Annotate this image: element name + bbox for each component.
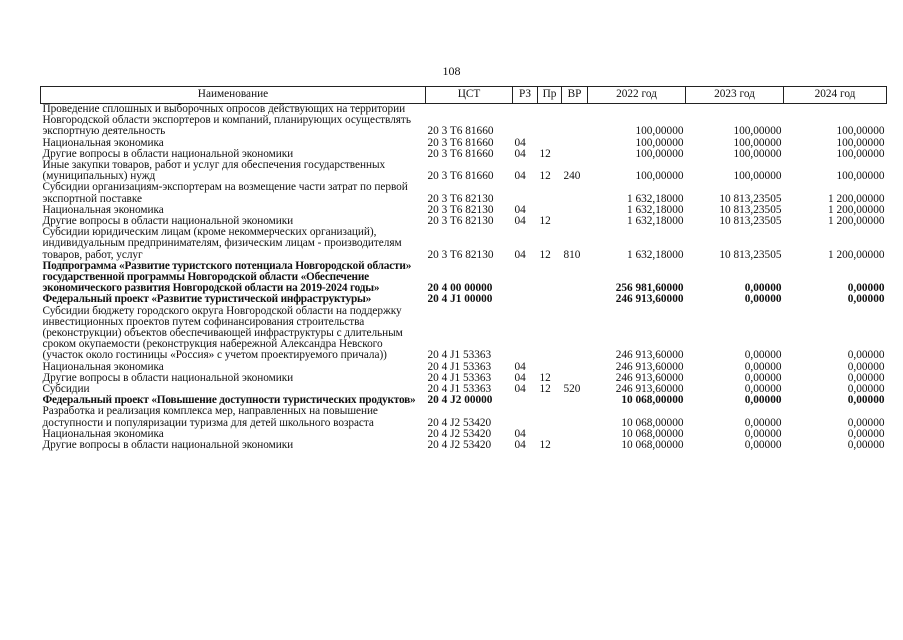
cell-rz: 04 <box>514 215 526 228</box>
cell-name: Другие вопросы в области национальной экономики <box>42 371 294 384</box>
cell-name: Субсидии <box>42 383 90 396</box>
cell-2024: 100,00000 <box>836 147 885 160</box>
cell-2023: 0,00000 <box>744 360 782 373</box>
cell-name: Национальная экономика <box>42 427 164 440</box>
cell-pr <box>538 406 562 428</box>
table-row <box>41 160 887 182</box>
cell-2024: 1 200,00000 <box>828 203 885 216</box>
cell-name: Национальная экономика <box>42 360 164 373</box>
cell-rz <box>513 182 538 204</box>
cell-name: Другие вопросы в области национальной экономики <box>42 439 294 452</box>
cell-pr <box>538 306 562 362</box>
cell-2024: 1 200,00000 <box>828 215 885 228</box>
cell-rz <box>513 261 538 295</box>
cell-2023: 0,00000 <box>744 349 782 362</box>
cell-name: Федеральный проект «Развитие туристической инфраструктуры» <box>42 293 372 306</box>
cell-name: Федеральный проект «Повышение доступности туристических продуктов» <box>42 394 416 407</box>
cell-vr <box>562 429 588 440</box>
cell-vr <box>562 138 588 149</box>
header-cst: ЦСТ <box>426 87 513 104</box>
cell-2022: 100,00000 <box>635 125 684 138</box>
cell-vr <box>562 104 588 138</box>
cell-2024: 1 200,00000 <box>828 248 885 261</box>
cell-2024: 0,00000 <box>847 394 885 407</box>
cell-name: Национальная экономика <box>42 136 164 149</box>
cell-2022: 10 068,00000 <box>621 394 684 407</box>
cell-pr <box>538 104 562 138</box>
cell-pr: 12 <box>539 383 551 396</box>
header-pr: Пр <box>538 87 562 104</box>
cell-pr: 12 <box>539 371 551 384</box>
cell-rz: 04 <box>514 248 526 261</box>
budget-table <box>40 86 887 451</box>
header-rz: РЗ <box>513 87 538 104</box>
header-row <box>41 87 887 104</box>
cell-2023: 100,00000 <box>733 147 782 160</box>
header-name: Наименование <box>41 87 426 104</box>
cell-2023: 100,00000 <box>733 125 782 138</box>
cell-2023: 0,00000 <box>744 439 782 452</box>
cell-vr <box>562 306 588 362</box>
cell-2024: 0,00000 <box>847 439 885 452</box>
cell-rz: 04 <box>514 170 526 183</box>
cell-name: Подпрограмма «Развитие туристского потенциала Новгородской области» государственной программы Новгородской области «Обеспечение экономического развития Новгородской области на 2019-2024 годы» <box>42 259 412 295</box>
cell-pr <box>538 395 562 406</box>
cell-2024: 1 200,00000 <box>828 192 885 205</box>
cell-vr <box>562 205 588 216</box>
cell-2024: 0,00000 <box>847 282 885 295</box>
page-number: 108 <box>442 64 461 78</box>
cell-cst: 20 3 T6 81660 <box>427 170 494 183</box>
cell-rz: 04 <box>514 383 526 396</box>
cell-rz: 04 <box>514 360 526 373</box>
cell-rz: 04 <box>514 136 526 149</box>
cell-2022: 246 913,60000 <box>615 349 684 362</box>
cell-rz: 04 <box>514 147 526 160</box>
cell-name: Субсидии организациям-экспортерам на возмещение части затрат по первой экспортной поставке <box>42 181 408 205</box>
cell-rz <box>513 406 538 428</box>
cell-2022: 246 913,60000 <box>615 360 684 373</box>
cell-cst: 20 4 J1 53363 <box>427 371 492 384</box>
cell-2023: 10 813,23505 <box>719 192 782 205</box>
cell-pr: 12 <box>539 215 551 228</box>
cell-2024: 0,00000 <box>847 416 885 429</box>
cell-2022: 1 632,18000 <box>627 215 684 228</box>
cell-name: Другие вопросы в области национальной экономики <box>42 215 294 228</box>
cell-cst: 20 3 T6 82130 <box>427 248 494 261</box>
cell-2022: 100,00000 <box>635 136 684 149</box>
cell-2023: 100,00000 <box>733 170 782 183</box>
cell-cst: 20 3 T6 81660 <box>427 125 494 138</box>
table-row <box>41 440 887 451</box>
cell-cst: 20 4 00 00000 <box>427 282 493 295</box>
cell-2022: 100,00000 <box>635 170 684 183</box>
cell-2022: 256 981,60000 <box>615 282 684 295</box>
cell-2023: 0,00000 <box>744 371 782 384</box>
cell-2023: 10 813,23505 <box>719 248 782 261</box>
cell-name: Субсидии юридическим лицам (кроме некоммерческих организаций), индивидуальным предпринимателям, физическим лицам - производителям товаров, работ, услуг <box>42 226 402 261</box>
cell-vr <box>562 395 588 406</box>
cell-cst: 20 4 J1 00000 <box>427 293 493 306</box>
cell-name: Субсидии бюджету городского округа Новгородской области на поддержку инвестиционных проектов путем софинансирования строительства (реконструкции) объектов обеспечивающей инфраструктуры с длительным сроком окупаемости (реконструкция набережной Александра Невского (участок около гостиницы «Россия» с учетом проектируемого причала)) <box>42 304 403 362</box>
cell-2023: 0,00000 <box>744 293 782 306</box>
cell-vr <box>562 182 588 204</box>
cell-pr <box>538 182 562 204</box>
cell-name: Разработка и реализация комплекса мер, направленных на повышение доступности и популяризации туризма для детей школьного возраста <box>42 405 378 429</box>
table-body <box>41 104 887 452</box>
cell-cst: 20 3 T6 82130 <box>427 215 494 228</box>
cell-vr <box>562 362 588 373</box>
cell-vr <box>562 406 588 428</box>
cell-2023: 10 813,23505 <box>719 203 782 216</box>
cell-2022: 246 913,60000 <box>615 371 684 384</box>
table-row <box>41 104 887 138</box>
cell-vr: 520 <box>563 383 581 396</box>
header-2023: 2023 год <box>686 87 784 104</box>
cell-vr <box>562 294 588 305</box>
cell-2024: 0,00000 <box>847 371 885 384</box>
cell-2023: 0,00000 <box>744 416 782 429</box>
cell-pr <box>538 261 562 295</box>
cell-vr <box>562 216 588 227</box>
cell-rz: 04 <box>514 427 526 440</box>
cell-2024: 0,00000 <box>847 349 885 362</box>
table-header <box>41 87 887 104</box>
cell-cst: 20 4 J2 53420 <box>427 427 492 440</box>
cell-vr <box>562 440 588 451</box>
cell-2023: 0,00000 <box>744 383 782 396</box>
table-row <box>41 306 887 362</box>
table-row <box>41 294 887 305</box>
cell-2023: 0,00000 <box>744 394 782 407</box>
cell-cst: 20 4 J2 00000 <box>427 394 493 407</box>
cell-name: Другие вопросы в области национальной экономики <box>42 147 294 160</box>
cell-cst: 20 4 J1 53363 <box>427 383 492 396</box>
cell-2024: 0,00000 <box>847 360 885 373</box>
cell-cst: 20 3 T6 81660 <box>427 147 494 160</box>
cell-pr: 12 <box>539 170 551 183</box>
table-row <box>41 261 887 295</box>
cell-name: Проведение сплошных и выборочных опросов действующих на территории Новгородской области экспортеров и компаний, планирующих осуществлять экспортную деятельность <box>42 103 411 138</box>
cell-2023: 100,00000 <box>733 136 782 149</box>
cell-2024: 0,00000 <box>847 383 885 396</box>
header-2024: 2024 год <box>784 87 887 104</box>
cell-2024: 0,00000 <box>847 427 885 440</box>
cell-cst: 20 3 T6 82130 <box>427 192 494 205</box>
cell-vr: 810 <box>563 248 581 261</box>
cell-2022: 246 913,60000 <box>615 383 684 396</box>
cell-2023: 10 813,23505 <box>719 215 782 228</box>
cell-2022: 10 068,00000 <box>621 427 684 440</box>
cell-2022: 100,00000 <box>635 147 684 160</box>
cell-cst: 20 4 J1 53363 <box>427 349 492 362</box>
cell-2024: 100,00000 <box>836 170 885 183</box>
cell-vr: 240 <box>563 170 581 183</box>
table-row <box>41 227 887 261</box>
cell-2023: 0,00000 <box>744 427 782 440</box>
cell-vr <box>562 261 588 295</box>
table-row <box>41 406 887 428</box>
cell-cst: 20 4 J2 53420 <box>427 439 492 452</box>
cell-rz <box>513 306 538 362</box>
cell-vr <box>562 149 588 160</box>
cell-cst: 20 4 J1 53363 <box>427 360 492 373</box>
cell-2022: 246 913,60000 <box>615 293 684 306</box>
cell-2024: 0,00000 <box>847 293 885 306</box>
cell-2022: 1 632,18000 <box>627 248 684 261</box>
cell-2022: 1 632,18000 <box>627 192 684 205</box>
cell-name: Национальная экономика <box>42 203 164 216</box>
cell-pr: 12 <box>539 147 551 160</box>
cell-rz: 04 <box>514 439 526 452</box>
cell-2022: 10 068,00000 <box>621 416 684 429</box>
cell-rz: 04 <box>514 371 526 384</box>
cell-rz <box>513 395 538 406</box>
cell-rz <box>513 104 538 138</box>
cell-2022: 10 068,00000 <box>621 439 684 452</box>
cell-2022: 1 632,18000 <box>627 203 684 216</box>
cell-2023: 0,00000 <box>744 282 782 295</box>
header-vr: ВР <box>562 87 588 104</box>
header-2022: 2022 год <box>588 87 686 104</box>
cell-2024: 100,00000 <box>836 125 885 138</box>
cell-cst: 20 3 T6 81660 <box>427 136 494 149</box>
cell-2024: 100,00000 <box>836 136 885 149</box>
cell-rz <box>513 294 538 305</box>
table-row <box>41 182 887 204</box>
cell-pr: 12 <box>539 248 551 261</box>
cell-cst: 20 4 J2 53420 <box>427 416 492 429</box>
cell-pr: 12 <box>539 439 551 452</box>
cell-pr <box>538 294 562 305</box>
cell-cst: 20 3 T6 82130 <box>427 203 494 216</box>
cell-rz: 04 <box>514 203 526 216</box>
cell-name: Иные закупки товаров, работ и услуг для обеспечения государственных (муниципальных) нужд <box>42 159 386 183</box>
